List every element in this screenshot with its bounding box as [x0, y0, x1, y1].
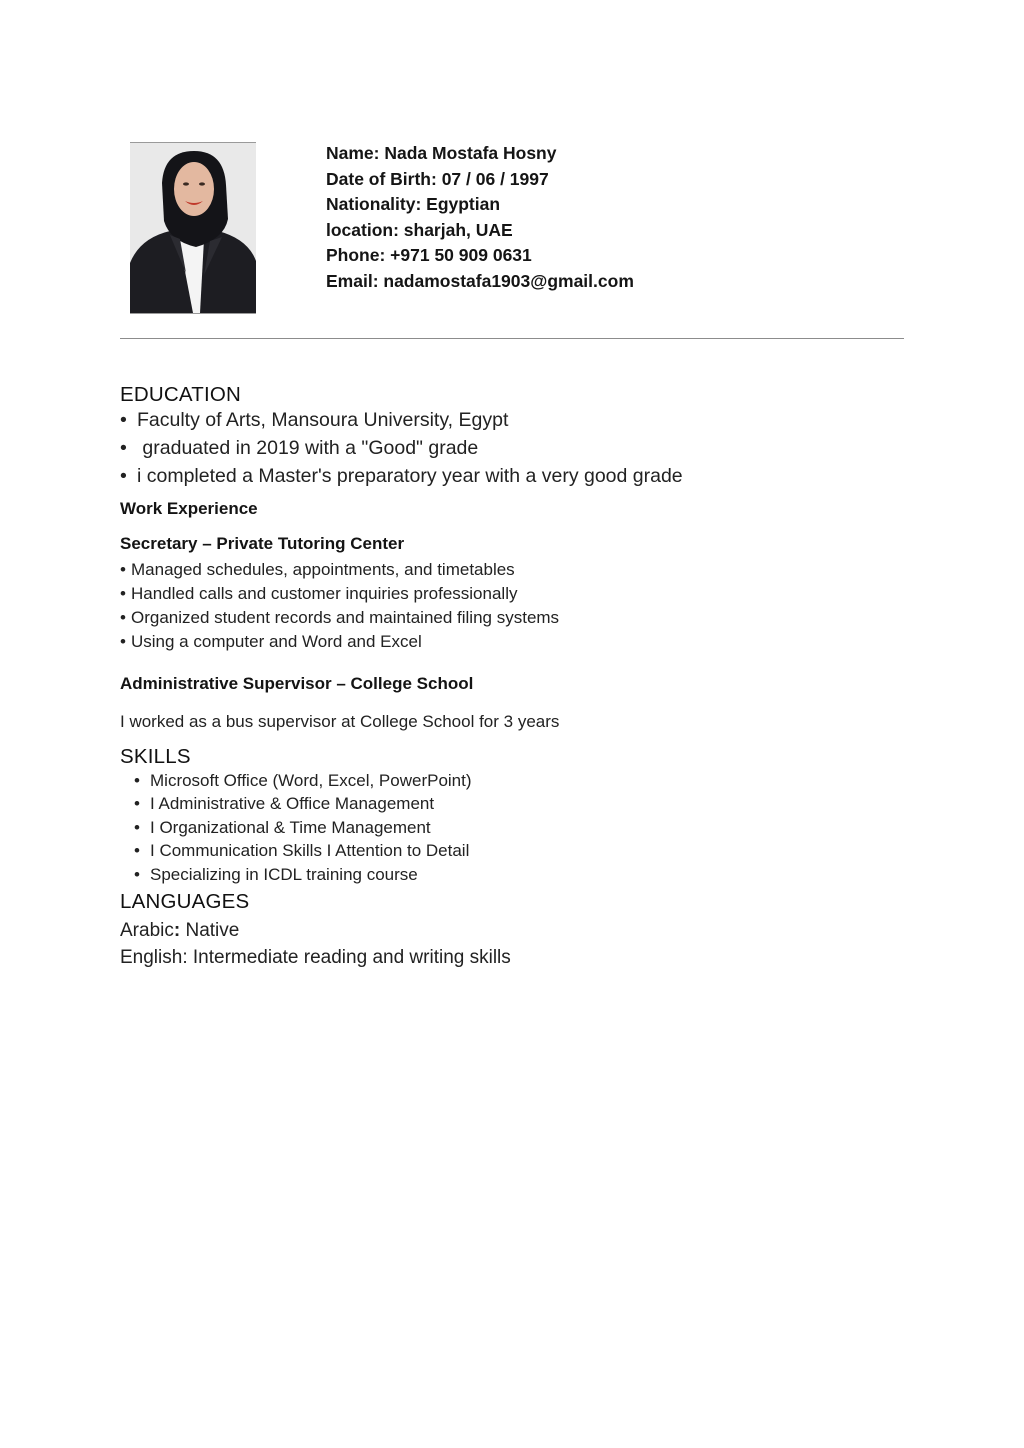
section-divider — [120, 338, 904, 339]
duty-item: • Managed schedules, appointments, and timetables — [120, 558, 559, 582]
education-item: • i completed a Master's preparatory year with a very good grade — [120, 462, 683, 490]
job-title-secretary: Secretary – Private Tutoring Center — [120, 534, 405, 553]
duty-item: • Using a computer and Word and Excel — [120, 630, 559, 654]
skill-item: • I Administrative & Office Management — [134, 792, 472, 815]
nationality-line: Nationality: Egyptian — [326, 194, 501, 214]
duty-item: • Organized student records and maintained filing systems — [120, 606, 559, 630]
dob-line: Date of Birth: 07 / 06 / 1997 — [326, 168, 549, 189]
supervisor-description: I worked as a bus supervisor at College School for 3 years — [120, 712, 560, 731]
bullet-icon: • — [120, 560, 126, 579]
portrait-image — [130, 143, 256, 313]
name-line: Name: Nada Mostafa Hosny — [326, 143, 557, 163]
bullet-icon: • — [134, 794, 140, 814]
bullet-icon: • — [134, 841, 140, 861]
bullet-icon: • — [120, 437, 127, 459]
education-list — [120, 406, 683, 490]
skill-item: • Specializing in ICDL training course — [134, 863, 472, 886]
skill-item: • I Organizational & Time Management — [134, 816, 472, 839]
skills-list — [134, 769, 472, 886]
email-line: Email: nadamostafa1903@gmail.com — [326, 270, 634, 291]
skill-item: • I Communication Skills I Attention to Detail — [134, 839, 472, 862]
bullet-icon: • — [134, 864, 140, 884]
bullet-icon: • — [134, 817, 140, 837]
language-english: English: Intermediate reading and writing skills — [120, 947, 511, 968]
bullet-icon: • — [120, 608, 126, 627]
duty-item: • Handled calls and customer inquiries professionally — [120, 582, 559, 606]
personal-info — [326, 141, 634, 294]
phone-line: Phone: +971 50 909 0631 — [326, 245, 532, 265]
location-line: location: sharjah, UAE — [326, 219, 513, 240]
bullet-icon: • — [120, 465, 127, 487]
bullet-icon: • — [134, 771, 140, 790]
language-arabic: Arabic: Native — [120, 920, 240, 941]
education-item: • graduated in 2019 with a "Good" grade — [120, 434, 683, 462]
work-experience-heading: Work Experience — [120, 499, 258, 518]
bullet-icon: • — [120, 584, 126, 603]
profile-photo — [130, 142, 256, 314]
education-heading: EDUCATION — [120, 383, 242, 406]
bullet-icon: • — [120, 409, 127, 431]
bullet-icon: • — [120, 632, 126, 651]
languages-heading: LANGUAGES — [120, 890, 250, 913]
skills-heading: SKILLS — [120, 745, 191, 768]
job-duties-list — [120, 558, 559, 654]
job-title-supervisor: Administrative Supervisor – College School — [120, 674, 474, 693]
education-item: • Faculty of Arts, Mansoura University, Egypt — [120, 406, 683, 434]
skill-item: • Microsoft Office (Word, Excel, PowerPoint) — [134, 769, 472, 792]
